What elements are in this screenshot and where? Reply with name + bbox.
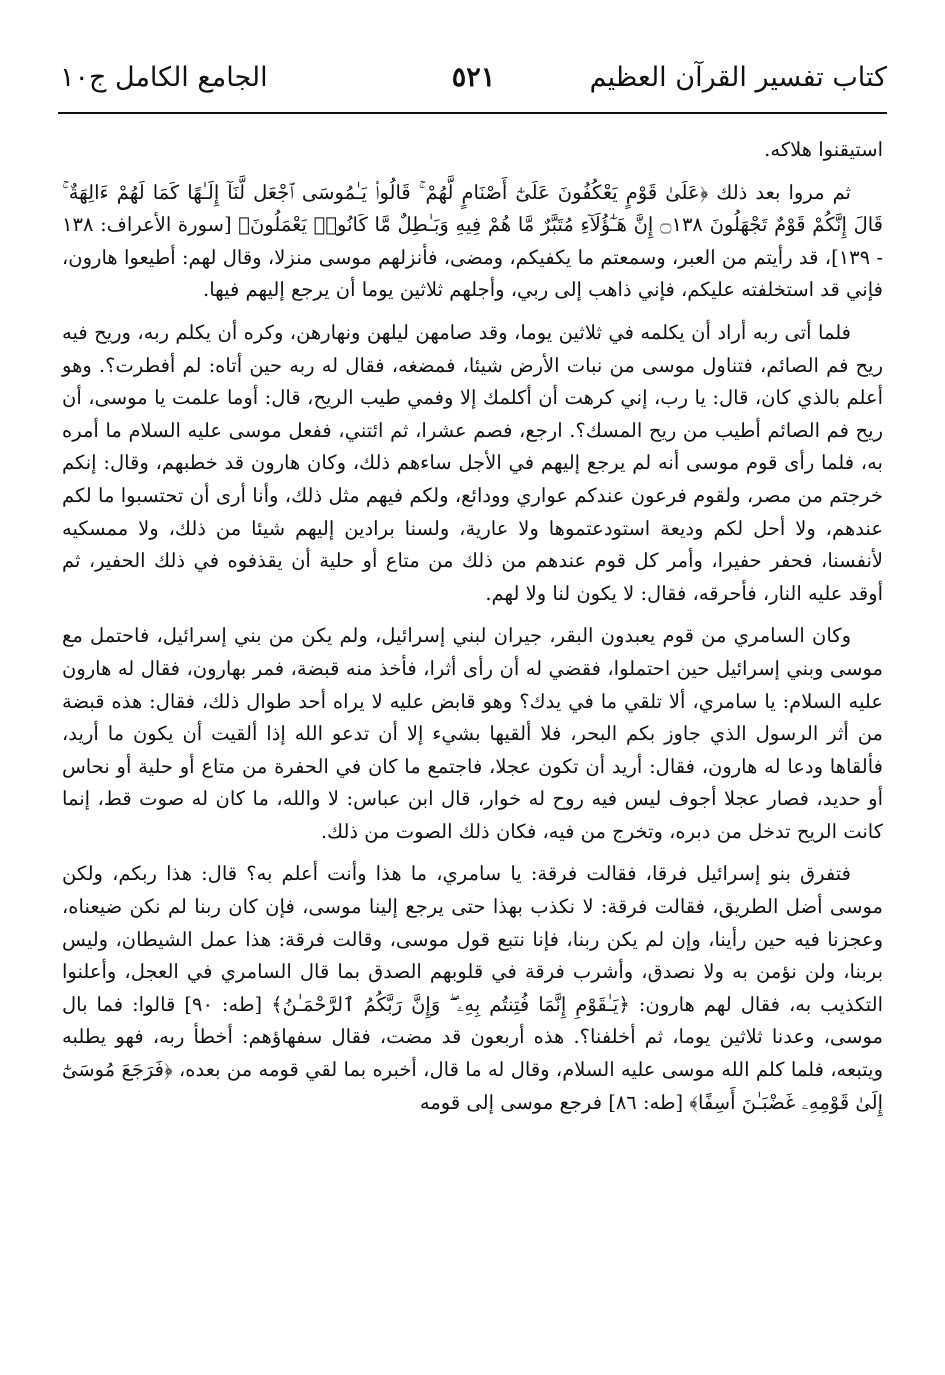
paragraph: فتفرق بنو إسرائيل فرقا، فقالت فرقة: يا سامري، ما هذا وأنت أعلم به؟ قال: هذا ربكم، ولكن موسى أضل الطريق، فقالت فرقة: لا نكذب بهذا حتى يرجع إلينا موسى، فإن كان ربنا لم نكن ضيعناه، وعجزنا فيه حين رأينا، وإن لم يكن ربنا، فإنا نتبع قول موسى، وقالت فرقة: هذا عمل الشيطان، وليس بربنا، ولن نؤمن به ولا نصدق، وأشرب فرقة في قلوبهم الصدق بما قال السامري في العجل، وأعلنوا التكذيب به، فقال لهم هارون: ﴿يَـٰقَوْمِ إِنَّمَا فُتِنتُم بِهِۦ ۖ وَإِنَّ رَبَّكُمُ ٱلرَّحْمَـٰنُ﴾ [طه: ٩٠] قالوا: فما بال موسى، وعدنا ثلاثين يوما، ثم أخلفنا؟. هذه أربعون قد مضت، فقال سفهاؤهم: أخطأ ربه، فهو يطلبه ويتبعه، فلما كلم الله موسى عليه السلام، وقال له ما قال، أخبره بما لقي قومه من بعده، ﴿فَرَجَعَ مُوسَىٰٓ إِلَىٰ قَوْمِهِۦ غَضْبَـٰنَ أَسِفًا﴾ [طه: ٨٦] فرجع موسى إلى قومه — [62, 862, 884, 1114]
volume-title: الجامع الكامل ج١٠ — [60, 62, 268, 93]
header-rule — [58, 112, 887, 114]
paragraph: استيقنوا هلاكه. — [764, 138, 883, 161]
page-header — [60, 62, 887, 102]
paragraph: ثم مروا بعد ذلك ﴿عَلَىٰ قَوْمٍ يَعْكُفُونَ عَلَىٰٓ أَصْنَامٍ لَّهُمْ ۚ قَالُوا۟ يَـٰمُوسَى ٱجْعَل لَّنَآ إِلَـٰهًا كَمَا لَهُمْ ءَالِهَةٌ ۚ قَالَ إِنَّكُمْ قَوْمٌ تَجْهَلُونَ ۝١٣٨ إِنَّ هَـٰٓؤُلَآءِ مُتَبَّرٌ مَّا هُمْ فِيهِ وَبَـٰطِلٌ مَّا كَانُوا۟ يَعْمَلُونَ﴾ [سورة الأعراف: ١٣٨ - ١٣٩]، قد رأيتم من العبر، وسمعتم ما يكفيكم، ومضى، فأنزلهم موسى منزلا، وقال لهم: أطيعوا هارون، فإني قد استخلفته عليكم، فإني ذاهب إلى ربي، وأجلهم ثلاثين يوما أن يرجع إليهم فيها. — [62, 180, 884, 302]
page-number: ٥٢١ — [451, 62, 496, 93]
paragraph: فلما أتى ربه أراد أن يكلمه في ثلاثين يوما، وقد صامهن ليلهن ونهارهن، وكره أن يكلم ربه، وريح فيه ريح فم الصائم، فتناول موسى من نبات الأرض شيئا، فمضغه، فقال له ربه حين أتاه: لم أفطرت؟. وهو أعلم بالذي كان، قال: يا رب، إني كرهت أن أكلمك إلا وفمي طيب الريح، قال: أوما علمت يا موسى، أن ريح فم الصائم أطيب من ريح المسك؟. ارجع، فصم عشرا، ثم ائتني، ففعل موسى عليه السلام ما أمره به، فلما رأى قوم موسى أنه لم يرجع إليهم في الأجل ساءهم ذلك، وكان هارون قد خطبهم، وقال: إنكم خرجتم من مصر، ولقوم فرعون عندكم عواري وودائع، ولكم فيهم مثل ذلك، وأنا أرى أن تحتسبوا ما لكم عندهم، ولا أحل لكم وديعة استودعتموها ولا عارية، ولسنا برادين إليهم شيئا من ذلك، ولا ممسكيه لأنفسنا، فحفر حفيرا، وأمر كل قوم عندهم من ذلك من متاع أو حلية أن يقذفوه في ذلك الحفير، ثم أوقد عليه النار، فأحرقه، فقال: لا يكون لنا ولا لهم. — [62, 320, 883, 605]
page-body — [62, 134, 883, 1129]
paragraph: وكان السامري من قوم يعبدون البقر، جيران لبني إسرائيل، ولم يكن من بني إسرائيل، فاحتمل مع موسى وبني إسرائيل حين احتملوا، فقضي له أن رأى أثرا، فأخذ منه قبضة، فمر بهارون، فقال له هارون عليه السلام: يا سامري، ألا تلقي ما في يدك؟ وهو قابض عليه لا يراه أحد طوال ذلك، فقال: هذه قبضة من أثر الرسول الذي جاوز بكم البحر، فلا ألقيها بشيء إلا أن تدعو الله إذا ألقيت أن يكون ما أريد، فألقاها ودعا له هارون، فقال: أريد أن تكون عجلا، فاجتمع ما كان في الحفرة من متاع أو حلية أو نحاس أو حديد، فصار عجلا أجوف ليس فيه روح له خوار، قال ابن عباس: لا والله، ما كان له صوت قط، إنما كانت الريح تدخل من دبره، وتخرج من فيه، فكان ذلك الصوت من ذلك. — [62, 624, 883, 843]
book-title: كتاب تفسير القرآن العظيم — [589, 62, 887, 93]
